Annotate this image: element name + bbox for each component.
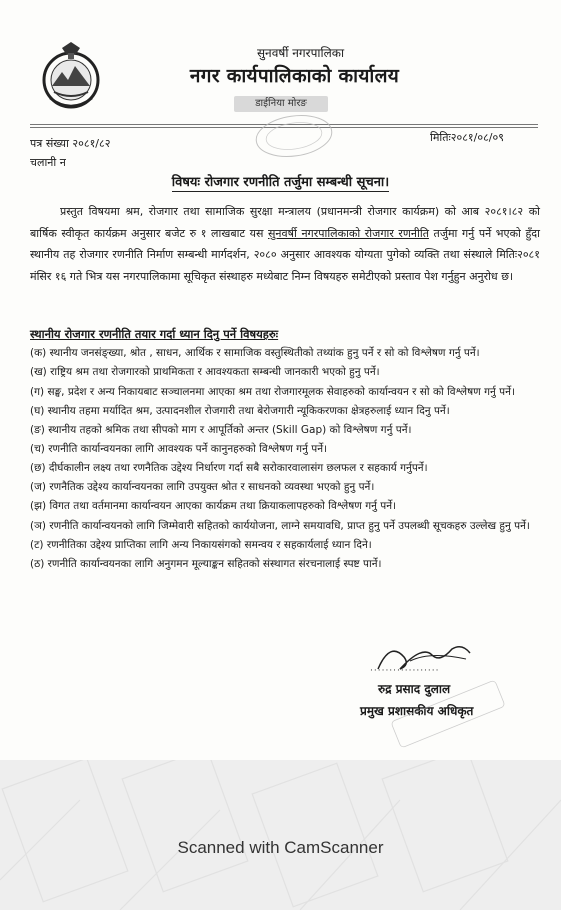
list-item: (झ) विगत तथा वर्तमानमा कार्यान्वयन आएका कार्यक्रम तथा क्रियाकलापहरुको विश्लेषण गर्नु पर्ने। [30,500,397,512]
subject-text: विषयः रोजगार रणनीति तर्जुमा सम्बन्धी सूचना। [171,175,390,190]
office-place: डाईनिया मोरङ [234,96,328,112]
list-item: (छ) दीर्घकालीन लक्ष्य तथा रणनैतिक उद्देश्य निर्धारण गर्दा सबै सरोकारवालासंग छलफल र सहकार्य गर्नुपर्ने। [30,462,428,474]
stamp-icon [249,106,339,165]
list-item: (ङ) स्थानीय तहको श्रमिक तथा सीपको माग र आपूर्तिको अन्तर (Skill Gap) को विश्लेषण गर्नु पर्ने। [30,424,412,436]
list-item: (घ) स्थानीय तहमा मर्यादित श्रम, उत्पादनशील रोजगारी तथा बेरोजगारी न्यूकिकरणका क्षेत्रहरुलाई ध्यान दिनु पर्ने। [30,405,450,417]
footer-pattern-icon [0,760,561,910]
list-item: (च) रणनीति कार्यान्वयनका लागि आवश्यक पर्ने कानुनहरुको विश्लेषण गर्नु पर्ने। [30,443,328,455]
body-paragraph [30,201,540,287]
list-item: (ट) रणनीतिका उद्देश्य प्राप्तिका लागि अन्य निकायसंगको समन्वय र सहकार्यलाई ध्यान दिने। [30,539,372,551]
municipality-name: सुनवर्षी नगरपालिका [256,46,345,60]
signatory-name: रुद्र प्रसाद दुलाल [378,682,451,696]
office-title: नगर कार्यपालिकाको कार्यालय [189,65,400,87]
list-item: (ज) रणनैतिक उद्देश्य कार्यान्वयनका लागि उपयुक्त श्रोत र साधनको व्यवस्था भएको हुनु पर्ने। [30,481,375,493]
body-text-1: प्रस्तुत विषयमा श्रम, रोजगार तथा सामाजिक सुरक्षा मन्त्रालय (प्रधानमन्त्री रोजगार कार्यक्रम) को आब २०८१।८२ को बार्षिक स्वीकृत कार्यक्रम अनुसार बजेट रु १ लाखबाट यस [30,205,540,240]
body-text-2: तर्जुमा गर्नु पर्ने भएको हुँदा स्थानीय तह रोजगार रणनीति निर्माण सम्बन्धी मार्गदर्शन, २०८० अनुसार आवश्यक योग्यता पुगेको व्यक्ति तथा संस्थाले मितिः२०८१ मंसिर १६ गते भित्र यस नगरपालिकामा सूचिकृत संस्थाहरु मध्येबाट निम्न विषयहरु समेटीएको प्रस्ताव पेश गर्नुहुन अनुरोध छ। [30,226,540,283]
signatory-title: प्रमुख प्रशासकीय अधिकृत [360,704,474,718]
list-item: (क) स्थानीय जनसंङ्ख्या, श्रोत , साधन, आर्थिक र सामाजिक वस्तुस्थितीको तथ्यांक हुनु पर्ने र सो को विश्लेषण गर्नु पर्ने। [30,347,480,359]
letter-number: पत्र संख्या २०८१/८२ [30,137,111,150]
scanner-watermark: Scanned with CamScanner [177,838,384,857]
subject-line [0,172,561,190]
scanner-footer [0,760,561,910]
dispatch-number: चलानी न [30,156,66,169]
list-item: (ठ) रणनीति कार्यान्वयनका लागि अनुगमन मूल्याङ्कन सहितको संस्थागत संरचनालाई स्पष्ट पार्ने। [30,558,382,570]
list-item: (ख) राष्ट्रिय श्रम तथा रोजगारको प्राथमिकता र आवश्यकता सम्बन्धी जानकारी भएको हुनु पर्ने। [30,366,380,378]
list-item: (ग) सङ्घ, प्रदेश र अन्य निकायबाट सञ्चालनमा आएका श्रम तथा रोजगारमूलक सेवाहरुको कार्यान्वयन र सो को विश्लेषण गर्नु पर्ने। [30,386,515,398]
requirements-list [30,344,542,574]
office-stamp [249,106,339,165]
signature-line: ·················· [370,666,440,676]
list-heading: स्थानीय रोजगार रणनीति तयार गर्दा ध्यान दिनु पर्ने विषयहरुः [30,327,279,341]
list-item: (ञ) रणनीति कार्यान्वयनको लागि जिम्मेवारी सहितको कार्ययोजना, लाग्ने समयावधि, प्राप्त हुनु पर्ने उपलब्धी सूचकहरु उल्लेख हुनु पर्ने। [30,520,530,532]
letter-date: मितिः२०८१/०८/०९ [430,131,504,144]
body-underlined: सुनवर्षी नगरपालिकाको रोजगार रणनीति [268,226,429,240]
